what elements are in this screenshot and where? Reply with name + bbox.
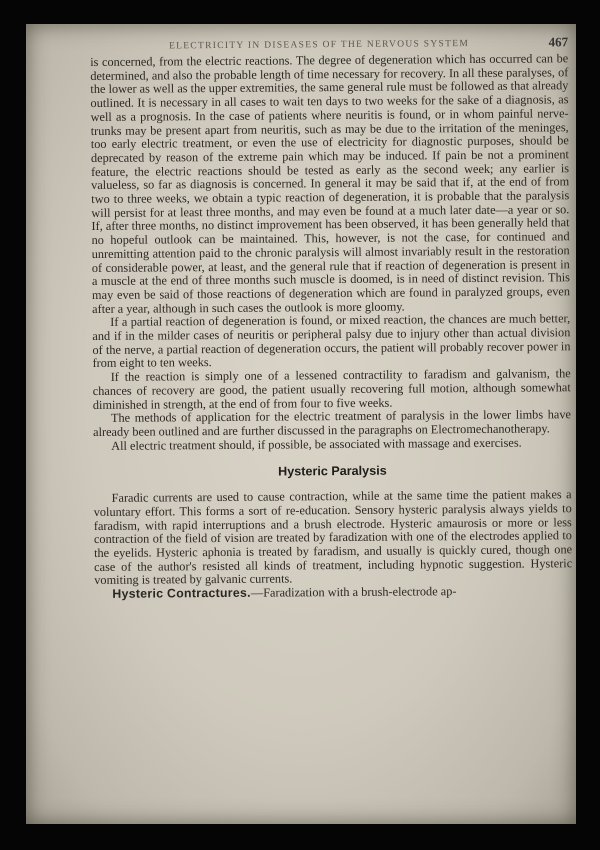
paragraph-massage: All electric treatment should, if possible, be associated with massage and exercises. (111, 435, 522, 453)
paragraph-lessened-contractility: If the reaction is simply one of a lessened contractility to faradism and galvanism, the chances of recovery are good, the patient usually recovering full motion, although somewhat diminished in strength, at the end of from four to five weeks. (92, 366, 571, 412)
paragraph-hysteric-paralysis: Faradic currents are used to cause contraction, while at the same time the patient makes a voluntary effort. This forms a sort of re-education. Sensory hysteric paralysis always yields to faradism, with rapid interruptions and a brush electrode. Hysteric amaurosis or more or less contraction of the field of vision are treated by faradization with one of the electrodes applied to the eyelids. Hysteric aphonia is treated by faradism, and usually is quickly cured, though one case of the author's resisted all kinds of treatment, including hypnotic suggestion. Hysteric vomiting is treated by galvanic currents. (93, 487, 573, 588)
section-heading: Hysteric Paralysis (278, 464, 387, 479)
subheading-text: —Faradization with a brush-electrode ap- (250, 584, 457, 600)
paragraph-partial-reaction: If a partial reaction of degeneration is found, or mixed reaction, the chances are much better, and if in the milder cases of neuritis or peripheral palsy due to injury other than actual division of the nerve, a partial reaction of degeneration occurs, the patient will probably recover power in from eight to ten weeks. (92, 311, 571, 371)
running-head (90, 34, 568, 56)
book-page (26, 24, 576, 824)
body-text (90, 52, 572, 601)
paragraph-methods: The methods of application for the electric treatment of paralysis in the lower limbs have already been outlined and are further discussed in the paragraphs on Electromechanotherapy. (93, 407, 572, 439)
page-content (90, 34, 572, 601)
paragraph-continued: is concerned, from the electric reactions. The degree of degeneration which has occurred can be determined, and also the probable length of time necessary for recovery. In all these paralyses, of the lower as well as the upper extremities, the same general rule must be followed as that already outlined. It is necessary in all cases to wait ten days to two weeks for the sake of a diagnosis, as well as a prognosis. In the case of patients where neuritis is found, or in whom painful nerve-trunks may be present apart from neuritis, such as may be due to the irritation of the meninges, too early electric treatment, or even the use of electricity for diagnostic purposes, should be deprecated by reason of the extreme pain which may be induced. If pain be not a prominent feature, the electric reactions should be tested as early as the second week; any earlier is valueless, so far as diagnosis is concerned. In general it may be said that if, at the end of from two to three weeks, we obtain a typic reaction of degeneration, it is probable that the paralysis will persist for at least three months, and may even be found at a much later date—a year or so. If, after three months, no distinct improvement has been observed, it has been generally held that no hopeful outlook can be maintained. This, however, is not the case, for continued and unremitting attention paid to the chronic paralysis will almost invariably result in the restoration of considerable power, at least, and the general rule that if reaction of degeneration is present in a muscle at the end of three months such muscle is doomed, is in need of distinct revision. This may even be said of those reactions of degeneration which are found in paralyzed groups, even after a year, although in such cases the outlook is more gloomy. (90, 51, 571, 316)
paragraph-hysteric-contractures (94, 584, 572, 601)
subheading-hysteric-contractures: Hysteric Contractures. (112, 585, 251, 601)
running-head-title: ELECTRICITY IN DISEASES OF THE NERVOUS SYSTEM (169, 39, 470, 52)
page-number: 467 (548, 34, 569, 50)
